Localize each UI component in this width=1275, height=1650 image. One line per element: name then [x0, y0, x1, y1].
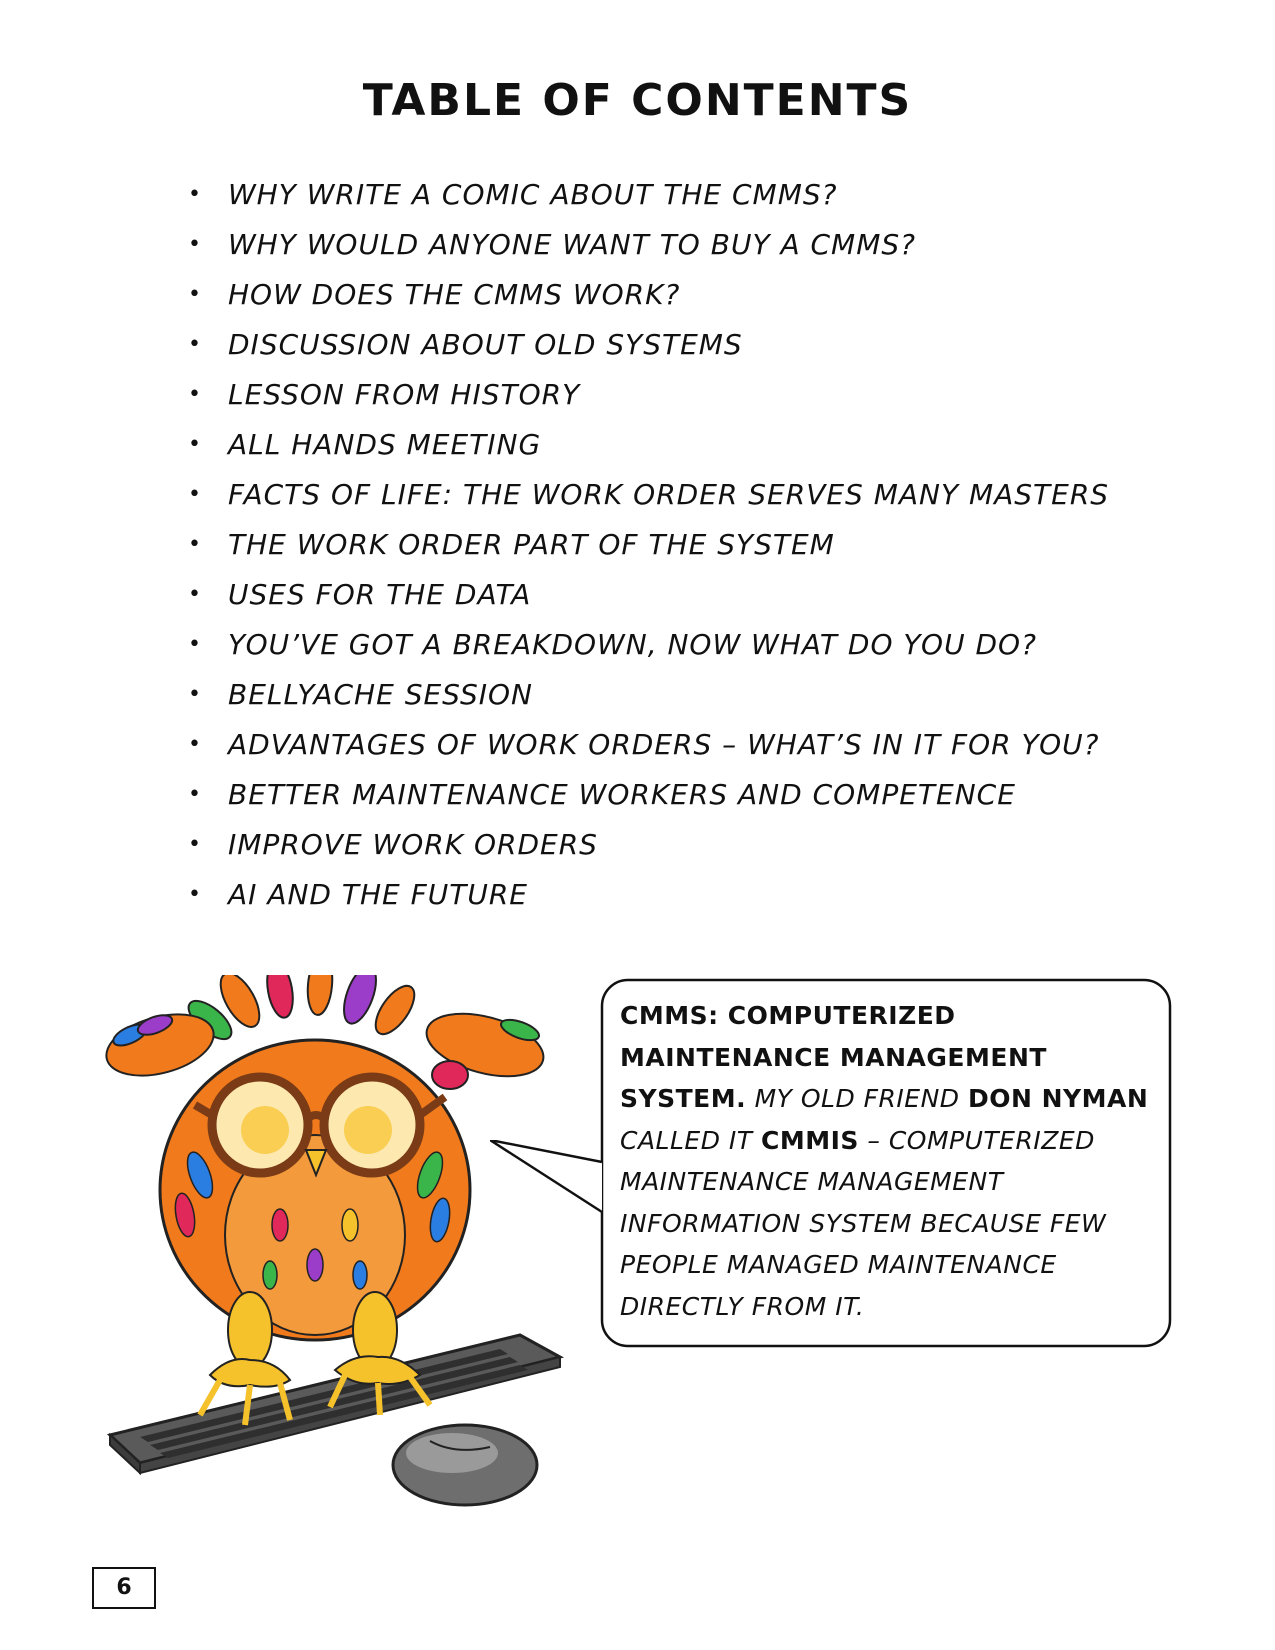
bubble-text-span: MY OLD FRIEND — [746, 1084, 968, 1113]
bullet-icon: • — [188, 332, 202, 357]
bubble-line — [620, 1120, 1165, 1162]
toc-item-label: YOU’VE GOT A BREAKDOWN, NOW WHAT DO YOU DO? — [228, 628, 1037, 661]
toc-item-label: WHY WOULD ANYONE WANT TO BUY A CMMS? — [228, 228, 917, 261]
toc-item-label: DISCUSSION ABOUT OLD SYSTEMS — [228, 328, 743, 361]
toc-item — [188, 720, 1148, 770]
mouse-icon — [393, 1425, 537, 1505]
bubble-line: MAINTENANCE MANAGEMENT — [620, 1167, 1004, 1196]
owl-crest — [182, 975, 421, 1046]
toc-item-label: FACTS OF LIFE: THE WORK ORDER SERVES MANY MASTERS — [228, 478, 1110, 511]
toc-item — [188, 820, 1148, 870]
toc-item — [188, 620, 1148, 670]
toc-item-label: WHY WRITE A COMIC ABOUT THE CMMS? — [228, 178, 838, 211]
toc-item — [188, 320, 1148, 370]
toc-item-label: BETTER MAINTENANCE WORKERS AND COMPETENCE — [228, 778, 1016, 811]
bullet-icon: • — [188, 682, 202, 707]
toc-item-label: AI AND THE FUTURE — [228, 878, 528, 911]
owl-body — [160, 1040, 470, 1340]
toc-item — [188, 470, 1148, 520]
bubble-term: CMMIS — [761, 1125, 859, 1155]
toc-item — [188, 520, 1148, 570]
bubble-line — [620, 1078, 1165, 1120]
bubble-line: DIRECTLY FROM IT. — [620, 1291, 865, 1321]
bubble-term: MAINTENANCE MANAGEMENT — [620, 1042, 1047, 1072]
toc-item — [188, 770, 1148, 820]
toc-item — [188, 370, 1148, 420]
bullet-icon: • — [188, 582, 202, 607]
bullet-icon: • — [188, 732, 202, 757]
toc-item-label: USES FOR THE DATA — [228, 578, 532, 611]
toc-item-label: ALL HANDS MEETING — [228, 428, 542, 461]
bubble-line: INFORMATION SYSTEM BECAUSE FEW — [620, 1208, 1107, 1238]
toc-item — [188, 270, 1148, 320]
bullet-icon: • — [188, 782, 202, 807]
bubble-text-span: – COMPUTERIZED — [858, 1125, 1095, 1155]
toc-item-label: THE WORK ORDER PART OF THE SYSTEM — [228, 528, 835, 561]
bullet-icon: • — [188, 432, 202, 457]
bubble-line — [620, 1037, 1165, 1079]
toc-item-label: BELLYACHE SESSION — [228, 678, 533, 711]
bullet-icon: • — [188, 382, 202, 407]
toc-item-label: LESSON FROM HISTORY — [228, 378, 581, 411]
toc-item-label: IMPROVE WORK ORDERS — [228, 828, 598, 861]
speech-bubble-tail — [490, 1140, 610, 1230]
toc-item — [188, 170, 1148, 220]
page-title: TABLE OF CONTENTS — [362, 75, 913, 126]
page-number: 6 — [92, 1567, 156, 1609]
bullet-icon: • — [188, 482, 202, 507]
bullet-icon: • — [188, 882, 202, 907]
bubble-text-span: CALLED IT — [620, 1125, 761, 1155]
bubble-name: DON NYMAN — [967, 1084, 1149, 1113]
toc-item — [188, 420, 1148, 470]
owl-illustration — [100, 975, 580, 1535]
bubble-term: CMMS: COMPUTERIZED — [620, 1001, 956, 1030]
toc-item — [188, 570, 1148, 620]
bullet-icon: • — [188, 832, 202, 857]
bullet-icon: • — [188, 182, 202, 207]
bullet-icon: • — [188, 232, 202, 257]
toc-item-label: ADVANTAGES OF WORK ORDERS – WHAT’S IN IT FOR YOU? — [228, 728, 1100, 761]
toc-item — [188, 220, 1148, 270]
bullet-icon: • — [188, 282, 202, 307]
bubble-term: SYSTEM. — [620, 1084, 747, 1113]
table-of-contents — [188, 170, 1148, 920]
bubble-line: PEOPLE MANAGED MAINTENANCE — [620, 1250, 1057, 1279]
toc-item — [188, 670, 1148, 720]
bullet-icon: • — [188, 532, 202, 557]
toc-item — [188, 870, 1148, 920]
bubble-line — [620, 995, 1165, 1037]
toc-item-label: HOW DOES THE CMMS WORK? — [228, 278, 681, 311]
bullet-icon: • — [188, 632, 202, 657]
speech-bubble-text — [620, 995, 1165, 1327]
